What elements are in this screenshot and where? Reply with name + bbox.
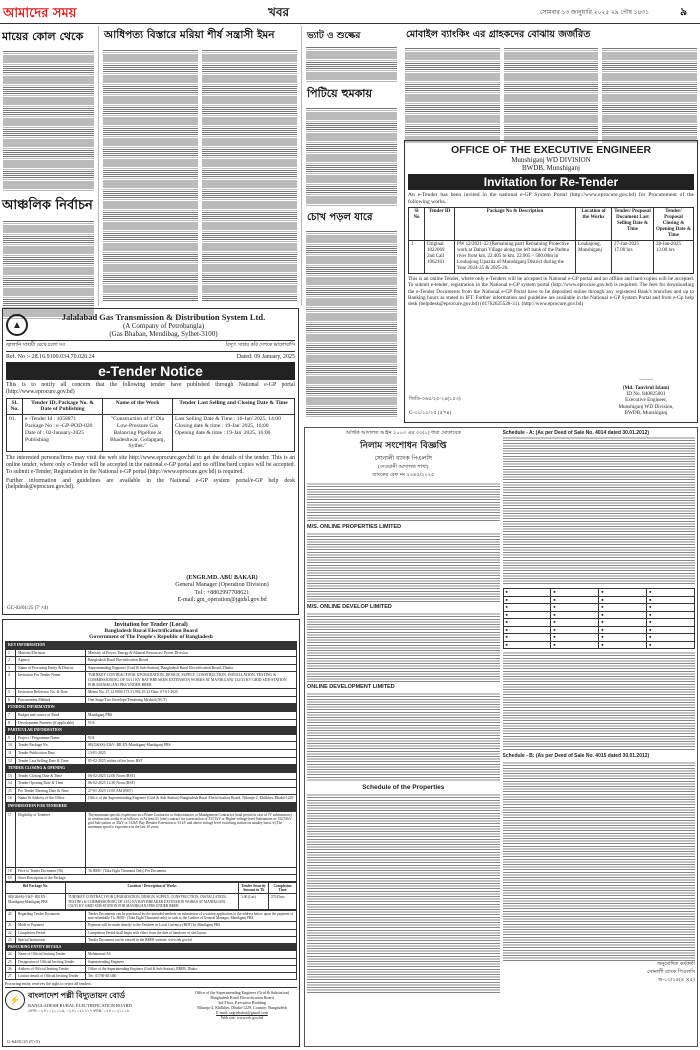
row-value: Tk.8000/- (Taka Eight Thousand Only) Per Document [86,867,297,874]
row-value: Payment will be made directly to the Tenderer in Local Currency (BDT) by Manikganj PBS [86,922,297,929]
info-row [6,711,297,719]
row-num: 16 [6,795,16,803]
row-num: 19 [6,874,16,881]
breb-bn-name: বাংলাদেশ পল্লী বিদ্যুতায়ন বোর্ড [28,991,126,1001]
row-value: N/A [86,719,297,727]
headline-col3-a: ভ্যাট ও শুল্কের [307,31,361,41]
ad-code: G-৩০/১২/২৫ (৫'×৪) [409,411,452,416]
row-label: Address of Official Inviting Tender [16,965,86,972]
article-text [202,49,297,301]
row-num: 10 [6,742,16,750]
info-row [6,965,297,972]
row-num: 8 [6,719,16,727]
signer-email: E-mail: gm_operation@jgtdsl.gov.bd [177,596,267,603]
col-tender-id: Tender ID [425,208,455,241]
row-label: Invitation For Tender Name [16,672,86,689]
pkg-col: Tender Security Amount in Tk [239,883,269,894]
info-row [6,649,297,657]
info-row [6,922,297,929]
row-num: 14 [6,780,16,788]
cell-location: Louhajong, Munshiganj [576,241,612,274]
col-sl: Sl No [409,208,425,241]
row-label: Name & Address of the Office [16,795,86,803]
row-label: Tender Publication Date [16,749,86,757]
ad-rural-electrification [2,619,300,1047]
row-value: Ministry of Power, Energy & Mineral Resources/ Power Division [86,649,297,657]
col-package: Package No & Description [455,208,576,241]
info-row [6,657,297,665]
auction-text [307,793,500,993]
signer-role: Executive Engineer, [625,397,667,404]
article-text [306,46,397,82]
row-label: Tender Package No. [16,742,86,750]
article-text [306,107,397,207]
row-num: 20 [6,911,16,922]
auction-text [307,482,500,522]
headline-col3-c: চোখ পড়ল যারে [307,212,373,223]
auction-head1: আর্থিক আদালত আইন ২০০৩ এর ৩৩(১) ধারা মোতাবেক [345,430,461,436]
breb-en-name: BANGLADESH RURAL ELECTRIFICATION BOARD [28,1003,132,1009]
auction-text [503,651,696,751]
row-num: 3 [6,664,16,672]
auction-text [503,761,696,961]
etender-intro: This is to notify all concern that the following tender have published through National e-GP portal (http://www.eprocure.gov.bd) [6,382,295,395]
cell-last-selling: Last Selling Date & Time : 16-Jan' 2025, 14:00 [175,416,281,423]
ad-code: অ-০৩/২৫(৪ ×৫) [658,977,695,983]
retender-body: This is an online Tender, where only e-Tenders will be accepted in National e-GP portal and no offline and hard copies will be accepted. To submit e-tender, registration in the National e-GP system portal (http://www.eprocure.gov.bd) is required. The fees for downloading the e-Tender Documents from the National e-GP Portal have to be deposited online through any registered Bank's branches and up to Banking hours as stated in IFT. Further information and guideline are available in the National e-GP System Portal and from e-Gp help desk (helpdesk@eprocure.gov.bd) (01762625528-31). (http://www.eprocure.gov.bd) [408,276,694,307]
info-row [6,795,297,803]
article-text [306,230,397,320]
slogan-left: জ্বালানি সাশ্রয়ী রেখে চলো সব [6,343,65,348]
info-row [6,719,297,727]
cell-tender-id: e -Tender Id : 1058871 [25,416,77,423]
breb-office2: Bangladesh Rural Electrification Board [210,995,274,1001]
pkg-cell: 270 Days [269,894,297,910]
row-label: Tender Last Selling Date & Time [16,757,86,765]
breb-web: Web site: www.reb.gov.bd [220,1015,264,1021]
article-col4 [402,26,700,139]
row-num: 25 [6,958,16,965]
row-num: 9 [6,734,16,742]
auction-signer2: সোনালী ব্যাংক পিএলসি [647,969,695,975]
col-location: Location of the Works [576,208,612,241]
row-value: Memo No: 27.12.0000.173.31.992.25.22 Date: 07-01-2025 [86,689,297,697]
info-row [6,958,297,965]
ad-code: GC-03/01/25 (7' ×4) [7,606,48,611]
row-value: Superintending Engineer [86,958,297,965]
signer-office: BWDB, Munshiganj [624,409,668,416]
info-row [6,951,297,958]
company-1: M/S. ONLINE PROPERTIES LIMITED [307,524,402,530]
article-text [306,308,397,418]
company-name: Jalalabad Gas Transmission & Distribution System Ltd. [61,312,266,322]
row-label: Project / Programme Name [16,734,86,742]
row-value: Completion Period shall begin with effect from the date of handover of site/layout. [86,929,297,936]
retender-title: Invitation for Re-Tender [408,174,694,190]
row-value: 13-01-2025 [86,749,297,757]
row-num: 4 [6,672,16,689]
row-num: 13 [6,772,16,780]
rural-tail-table [5,910,297,980]
row-value: Bangladesh Rural Electrification Board [86,657,297,665]
row-value: One Stage Two Envelope Tendering Method (NCT) [86,696,297,704]
rural-eligibility-table: 17 Eligibility of Tenderer The minimum specific experience as a Prime Contractor or Subcontractor or Management Contractor (total period in case of JV submissions) in construction works is as follows: a) At least 01 (one) contract for construction of 33/11kV or Higher voltage level Substations or 132/33kV grid Sub-station or 33kV or 132kV Bay Breaker Extension or 33 kV and above voltage level switching station on turnkey basis. b) The minimum specific experience in the last 10 years. 18 Price of Tender Document (Tk) Tk.8000/- (Taka Eight Thousand Only) Per Document 19 Short Description of the Package [5,811,297,882]
cell-package: PW 12/2021-22 (Remaining part) Remaining Protective work at Dahari Village along the left bank of the Padma river from km. 22.405 to km. 22.905 – 500.00m in Louhajong Upazila of Munshiganj District during the Year 2024-25 & 2025-26. [455,241,576,274]
row-label: Invitation Reference No. & Date [16,689,86,697]
row-value: Tel : 01769-401460 [86,972,297,979]
rural-title2: Bangladesh Rural Electrification Board [104,628,198,634]
info-row [6,672,297,689]
rural-title1: Invitation for Tender (Local) [114,622,188,628]
rural-info-table [5,641,297,811]
row-num: 27 [6,972,16,979]
headline-col2: আধিপত্য বিস্তারে মরিয়া শীর্ষ সন্ত্রাসী ইমন [104,29,275,41]
info-row [6,972,297,979]
article-col3 [303,26,400,306]
section-heading: TENDER CLOSING & OPENING [6,765,297,773]
office-division: Munshiganj WD DIVISION [511,156,591,164]
section-heading: PROCURING ENTITY DETAILS [6,944,297,951]
ad-code: G-64/01/25 (5'×5) [7,1039,40,1044]
row-num: 21 [6,922,16,929]
row-value: 06-02-2025 12:00 Noon (BST) [86,772,297,780]
jalalabad-signature [152,575,292,604]
retender-intro: An e-Tender has been invited in the national e-GP System Portal (http://www.eprocure.gov.bd) for Procurement of the following works. [408,192,694,205]
col-closing: Tender/ Proposal Closing & Opening Date & Time [654,208,694,241]
office-title: OFFICE OF THE EXECUTIVE ENGINEER [450,144,652,156]
breb-office1: Office of the Superintending Engineer (Grid & Substation) [194,990,290,996]
auction-text [307,532,500,602]
row-value: Tender Documents can be purchased by the intended tenderer on submission of a written application to the address below upon the payment of non-refundable Tk. 8000/- (Taka Eight Thousand only) in cash to the Cashier of General Manager, Manikganj PBS. [86,911,297,922]
auction-text [307,692,500,782]
headline-col3-b: পিটিয়ে হুমকায় [307,87,372,100]
schedule-c-heading: Schedule - B: (As per Deed of Sale No. 4015 dated 30.01.2012) [502,753,650,759]
row-num: 1 [6,649,16,657]
pkg-cell: SE(G&SS)-33kV- BB EX-Manikganj-Manikganj PBS [6,894,66,910]
row-num: 24 [6,951,16,958]
row-value: 05-02-2025 within office hour. BST [86,757,297,765]
row-num: 7 [6,711,16,719]
row-label: Development Partners (if applicable) [16,719,86,727]
signer-division: Munshiganj WD Division, [618,403,674,410]
info-row [6,696,297,704]
schedule-heading: Schedule of the Properties [362,784,445,791]
row-label: Ministry/Division [16,649,86,657]
slogan-right: বিদ্যুৎ সাশ্রয় করি দেশকে ভালোবাসি [225,343,295,348]
row-num: 6 [6,696,16,704]
etender-table [6,398,295,453]
info-row [6,929,297,936]
article-text [504,47,599,143]
article-text [103,49,198,301]
info-row [6,749,297,757]
page-number: ৯ [680,5,688,18]
row-label: Name of Official Inviting Tender [16,951,86,958]
cell-date-pub: Date of : 02-January-2025 [25,429,84,436]
ref-date: Dated: 09 January, 2025 [236,354,295,360]
pkg-cell: TURNKEY CONTRACT FOR UPGRADATION, DESIGN, SUPPLY, CONSTRUCTION, INSTALLATION, TESTING & COMMISSIONING OF 33/11 KV BAY BREAKER EXTENSION WORKS AT MANIKGANJ 132/33 KV GRID SUB-STATION FOR MANIKGANJ PBS UNDER BREB [66,894,239,910]
row-label: Budget and source of Fund [16,711,86,719]
row-label: Agency [16,657,86,665]
row-num: 23 [6,936,16,943]
headline-col4: মোবাইল ব্যাংকিং এর গ্রাহকদের বোঝায় জর্জরিত [406,29,591,40]
company-sub2: (Gas Bhaban, Mendibag, Sylhet-3100) [109,330,218,338]
auction-text [503,436,696,586]
pkg-col: Completion Time [269,883,297,894]
auction-text [307,612,500,682]
row-label: Completion Period [16,929,86,936]
row-label: Name of Procuring Entity & District [16,664,86,672]
section-heading: PARTICULAR INFORMATION [6,727,297,735]
company-sub1: (A Company of Petrobangla) [122,322,205,330]
article-col3-lower [303,308,400,423]
pkg-cell: 3.00 (Lac) [239,894,269,910]
row-num: 22 [6,929,16,936]
ad-ref: জিডি-৩৬৫/২৫-২৪(১৫৩) [409,397,461,402]
auction-head3: সোনালী ব্যাংক পিএলসি [374,455,433,462]
cell-sl: 01. [7,415,23,452]
schedule-b-heading: Schedule - A: (As per Deed of Sale No. 4014 dated 30.01.2012) [502,430,650,436]
rural-package-table [5,882,297,910]
cell-closing: 28-Jan-2025 13.00 hrs [654,241,694,274]
article-text [405,47,500,143]
ad-executive-engineer [404,140,698,423]
headline-col1-a: মায়ের কোল থেকে [2,30,84,43]
masthead [0,0,700,24]
row-label: Contact details of Official Inviting Tender [16,972,86,979]
row-num: 18 [6,867,16,874]
info-row [6,664,297,672]
row-value: 27-01-2025 11:00 AM (BST) [86,787,297,795]
row-label: Tender Closing Date & Time [16,772,86,780]
row-num: 12 [6,757,16,765]
section-heading: FUNDING INFORMATION [6,704,297,712]
date-line: সোমবার ১৩ জানুয়ারি ২০২৫ ২৯ পৌষ ১৪৩১ [540,10,650,16]
row-value: N/A [86,734,297,742]
row-value: Tender Document can be viewed in the BREB website. www.reb.gov.bd [86,936,297,943]
row-value: 06-02-2025 12:30 Noon (BST) [86,780,297,788]
company-2: M/S. ONLINE DEVELOP LIMITED [307,604,392,610]
col-selling: Tender/ Proposal Document Last Selling Date & Time [612,208,654,241]
row-value: Superintending Engineer (Grid & Sub-Station), Bangladesh Rural Electrification Board, Dhaka. [86,664,297,672]
eligibility-label: Eligibility of Tenderer [16,811,86,867]
info-row [6,742,297,750]
etender-title: e-Tender Notice [6,362,295,380]
cell-selling: 27-Jan-2025 17.00 hrs [612,241,654,274]
auction-head2: নিলাম সংশোধন বিজ্ঞপ্তি [360,441,447,451]
cell-opening: Opening date & time : 19-Jan' 2025, 16:00 [175,429,271,436]
row-label: Short Description of the Package [16,874,297,881]
row-num: 2 [6,657,16,665]
eligibility-text: The minimum specific experience as a Prime Contractor or Subcontractor or Management Contractor (total period in case of JV submissions) in construction works is as follows: a) At least 01 (one) contract for construction of 33/11kV or Higher voltage level Substations or 132/33kV grid Sub-station or 33kV or 132kV Bay Breaker Extension or 33 kV and above voltage level switching station on turnkey basis. b) The minimum specific experience in the last 10 years. [86,811,297,867]
jalalabad-logo: ▲ [6,314,28,336]
info-row [6,936,297,943]
cell-work: "Construction of 4" Dia Low-Pressure Gas Balancing Pipeline at Bhadeshwar, Golapganj, Sylhet." [103,415,173,452]
info-row [6,911,297,922]
row-value: Office of the Superintending Engineer (Grid & Sub-Station), BREB, Dhaka. [86,965,297,972]
office-dept: BWDB, Munshiganj [522,164,580,172]
row-num: 5 [6,689,16,697]
auction-head4: (দেওয়ানী আদালত শাখা) [377,464,429,470]
section-heading: INFORMATION FOR TENDERER [6,803,297,811]
info-row [6,780,297,788]
rural-title3: Government of The People's Republic of Bangladesh [89,634,213,640]
cell-tender-id: Original 1022069 2nd Call 1062161 [425,241,455,274]
row-num: 26 [6,965,16,972]
breb-office4: Nikunja-2, Khilkhet, Dhaka-1229, Country: Bangladesh [197,1005,287,1011]
row-label: Tender Opening Date & Time [16,780,86,788]
auction-notice-no: ব্যাংকের রেফ নং ২৩৪৫/২০২৫ [372,472,435,478]
breb-email: E-mail: segridsubst@gmail.com [216,1010,268,1016]
etender-body2: Further information and guidelines are available in the National e-GP system portal/e-GP help desk (helpdesk@eprocure.gov.bd). [6,477,295,491]
row-num: 11 [6,749,16,757]
article-text [3,50,94,192]
schedule-table: ■ ■ ■ ■ ■ ■ ■ ■ ■ ■ ■ ■ ■ ■ ■ ■ ■ ■ ■ ■ ■ ■ ■ ■ ■ ■ ■ ■ ■ ■ ■ ■ [503,588,696,649]
row-label: Special Instruction [16,936,86,943]
ad-auction [304,427,698,1047]
row-value: Manikganj PBS [86,711,297,719]
article-text [3,220,94,320]
signer-name: (ENGR.MD. ABU BAKAR) [186,575,258,582]
section-heading: KEY INFORMATION [6,642,297,650]
info-row [6,734,297,742]
breb-logo: ⚡ [5,990,25,1010]
signer-name: (Md. Tanvirul Islam) [622,384,670,391]
article-col2 [100,26,300,306]
ad-jalalabad [2,308,299,615]
cell-sl: 1 [409,241,425,274]
cell-closing: Closing date & time : 19-Jan' 2025, 16:00 [175,422,269,429]
signer-id: ID No. 840825001 [626,391,666,398]
row-value: Office of the Superintending Engineer (Grid & Sub-Station) Bangladesh Rural Electrification Board, Nikunja-2, Khilkhet, Dhaka-1229 [86,795,297,803]
row-num: 15 [6,787,16,795]
col-sl: Sl. No. [7,398,23,415]
row-value: TURNKEY CONTRACT FOR UPGRADATION, DESIGN, SUPPLY, CONSTRUCTION, INSTALLATION, TESTING & COMMISSIONING OF 33/11 KV BAY BREAKER EXTENSION WORKS AT MANIKGANJ 132/33 KV GRID SUB-STATION FOR MANIKGANJ PBS UNDER BREB [86,672,297,689]
section-label: খবর [268,5,290,19]
cell-package: Package No : e -GP-POD-020 [25,422,93,429]
ref-number: Ref. No :- 28.16.9100.034.70.020.24 [6,354,95,360]
pkg-col: Bid Package No. [6,883,66,894]
rural-footer-note: Procuring entity reserves the right to reject all tenders. [5,981,92,987]
article-col1 [0,26,97,306]
auction-signer: অনুমোদিত কর্মকর্তা [657,961,695,967]
signer-tel: Tel : +8802997708621 [194,589,250,596]
cell-publishing: Publishing [25,436,49,443]
info-row [6,787,297,795]
col-dates: Tender Last Selling and Closing Date & Time [173,398,295,415]
info-row [6,757,297,765]
retender-table [408,207,694,274]
breb-bn-sub: ফোন: ০২৪১০২১১১৬, ০২৪১০২১১১৭ ফ্যাক্স: ০২৪১০২১১১৮ [28,1008,130,1014]
row-value: Mohammad Ali [86,951,297,958]
row-value: SE(G&SS)-33kV- BB EX-Manikganj-Manikganj PBS [86,742,297,750]
etender-body1: The interested persons/firms may visit the web site http://www.eprocure.gov.bd/ to get the details of the tender. This is an online tender, where only e-Tender will be accepted in the national e-GP portal and no offline/hard copies will be accepted. To submit e-Tender, Registration in the National e-GP portal (http://www.eprocure.gov.bd) is required. [6,455,295,475]
company-3: ONLINE DEVELOPMENT LIMITED [307,684,395,690]
signer-role: General Manager (Operation Division) [175,582,269,589]
article-text [602,47,697,143]
newspaper-logo: আমাদের সময় [3,6,77,21]
row-label: Price of Tender Document (Tk) [16,867,86,874]
signature-block [601,377,691,416]
col-work: Name of the Work [103,398,173,415]
info-row [6,772,297,780]
headline-col1-b: আঞ্চলিক নির্বাচন [2,198,93,213]
info-row [6,689,297,697]
row-label: Procurement Method [16,696,86,704]
row-label: Mode of Payment [16,922,86,929]
row-label: Pre Tender Meeting Date & Time [16,787,86,795]
signature-image: ~~~~~ [638,376,654,383]
col-tender: Tender ID, Package No. & Date of Publishing [23,398,103,415]
row-label: Designation of Official Inviting Tender [16,958,86,965]
row-label: Regarding Tender Document [16,911,86,922]
pkg-col: Location / Description of Works [66,883,239,894]
breb-office3: 3rd Floor, Executive Building [218,1000,266,1006]
